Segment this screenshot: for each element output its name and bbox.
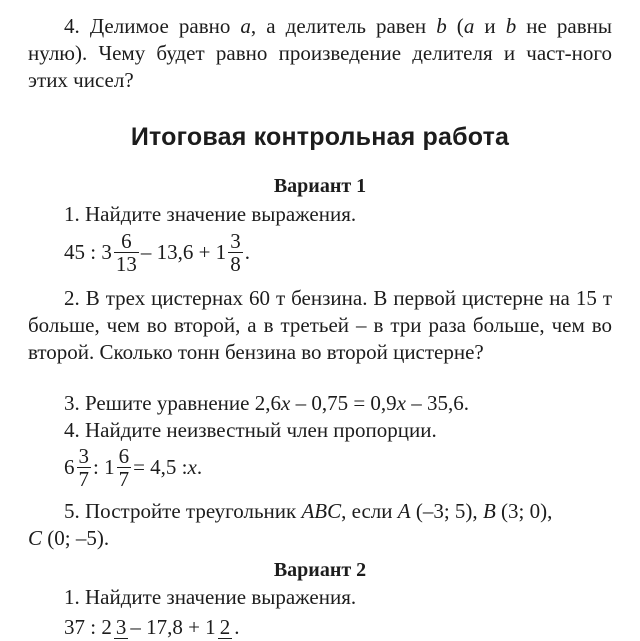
v1-task5-line2 bbox=[28, 525, 612, 552]
v1-t4-frac2-den: 7 bbox=[118, 467, 130, 491]
v1-t5-point-a: A bbox=[397, 499, 411, 523]
v1-t1-frac2-num: 3 bbox=[230, 229, 241, 253]
v1-t5-lead: 5. Постройте треугольник bbox=[64, 499, 302, 523]
v1-t4-var: x bbox=[187, 455, 197, 479]
v2-t1-tail: . bbox=[234, 614, 240, 639]
v1-t5-b-coords: (3; 0), bbox=[495, 499, 553, 523]
v1-t4-fraction-1 bbox=[77, 445, 92, 490]
v1-task3-text bbox=[28, 390, 612, 417]
v1-t3-tail: – 35,6. bbox=[405, 391, 469, 415]
v1-task4-expression bbox=[64, 445, 202, 490]
v1-task1-expression bbox=[64, 230, 250, 275]
v1-t4-tail: = 4,5 : bbox=[133, 455, 188, 479]
v1-task4-text: 4. Найдите неизвестный член пропорции. bbox=[64, 418, 437, 442]
v1-t5-if: , если bbox=[341, 499, 398, 523]
p4-var-b: b bbox=[436, 14, 447, 38]
p4-var-a2: a bbox=[463, 14, 475, 38]
v1-t5-a-coords: (–3; 5), bbox=[410, 499, 483, 523]
v1-t4-whole: 6 bbox=[64, 455, 75, 479]
v1-t4-frac1-num: 3 bbox=[78, 444, 89, 468]
v1-t5-c-coords: (0; –5). bbox=[42, 526, 110, 550]
v2-t1-fraction-1 bbox=[114, 616, 129, 639]
v1-t1-tail: . bbox=[244, 240, 250, 264]
v2-t1-frac1-num: 3 bbox=[115, 614, 127, 639]
v1-t3-x2: x bbox=[396, 391, 406, 415]
v1-task5-text bbox=[28, 498, 612, 525]
v2-t1-frac2-num: 2 bbox=[219, 614, 231, 639]
v1-t3-lead: 3. Решите уравнение 2,6 bbox=[64, 391, 281, 415]
p4-var-a: a bbox=[240, 14, 251, 38]
v1-t4-frac2-num: 6 bbox=[118, 444, 130, 468]
previous-problem-4 bbox=[28, 13, 612, 94]
v1-t4-end: . bbox=[196, 455, 203, 479]
v2-task1-expression bbox=[64, 612, 239, 641]
v1-t1-mid: – 13,6 + 1 bbox=[140, 240, 227, 264]
section-title: Итоговая контрольная работа bbox=[130, 123, 510, 151]
variant-1-title: Вариант 1 bbox=[273, 175, 367, 197]
p4-text-rest: не равны нулю). Чему будет равно произведение делителя и част-ного этих чисел? bbox=[28, 14, 612, 92]
v2-t1-lead: 37 : 2 bbox=[64, 614, 112, 639]
v1-t1-frac1-den: 13 bbox=[115, 252, 137, 276]
p4-and: и bbox=[474, 14, 506, 38]
v1-t1-fraction-2 bbox=[228, 230, 243, 275]
v1-task1-text: 1. Найдите значение выражения. bbox=[64, 202, 357, 226]
v1-t4-frac1-den: 7 bbox=[78, 467, 89, 491]
v2-t1-mid: – 17,8 + 1 bbox=[130, 614, 216, 639]
v1-task2-text: 2. В трех цистернах 60 т бензина. В первой цистерне на 15 т больше, чем во второй, а в третьей – в три раза больше, чем во второй. Сколько тонн бензина во второй цистерне? bbox=[28, 286, 612, 364]
variant-2-title: Вариант 2 bbox=[273, 559, 367, 581]
v1-t5-abc: ABC bbox=[301, 499, 342, 523]
p4-paren: ( bbox=[446, 14, 464, 38]
v1-t1-fraction-1 bbox=[114, 230, 139, 275]
p4-var-b2: b bbox=[505, 14, 517, 38]
v2-t1-fraction-2 bbox=[218, 616, 233, 639]
v1-t3-mid: – 0,75 = 0,9 bbox=[290, 391, 397, 415]
v1-t5-point-b: B bbox=[482, 499, 496, 523]
v1-t1-frac1-num: 6 bbox=[114, 230, 139, 253]
v1-t1-frac2-den: 8 bbox=[230, 252, 241, 276]
v1-t3-x1: x bbox=[280, 391, 291, 415]
p4-text-mid: , а делитель равен bbox=[250, 14, 437, 38]
v1-t5-point-c: C bbox=[28, 526, 43, 550]
p4-text-start: 4. Делимое равно bbox=[64, 14, 241, 38]
v2-task1-text: 1. Найдите значение выражения. bbox=[64, 585, 357, 609]
v1-t4-mid: : 1 bbox=[93, 455, 115, 479]
v1-t4-fraction-2 bbox=[117, 445, 132, 490]
v1-t1-lead: 45 : 3 bbox=[64, 240, 112, 264]
